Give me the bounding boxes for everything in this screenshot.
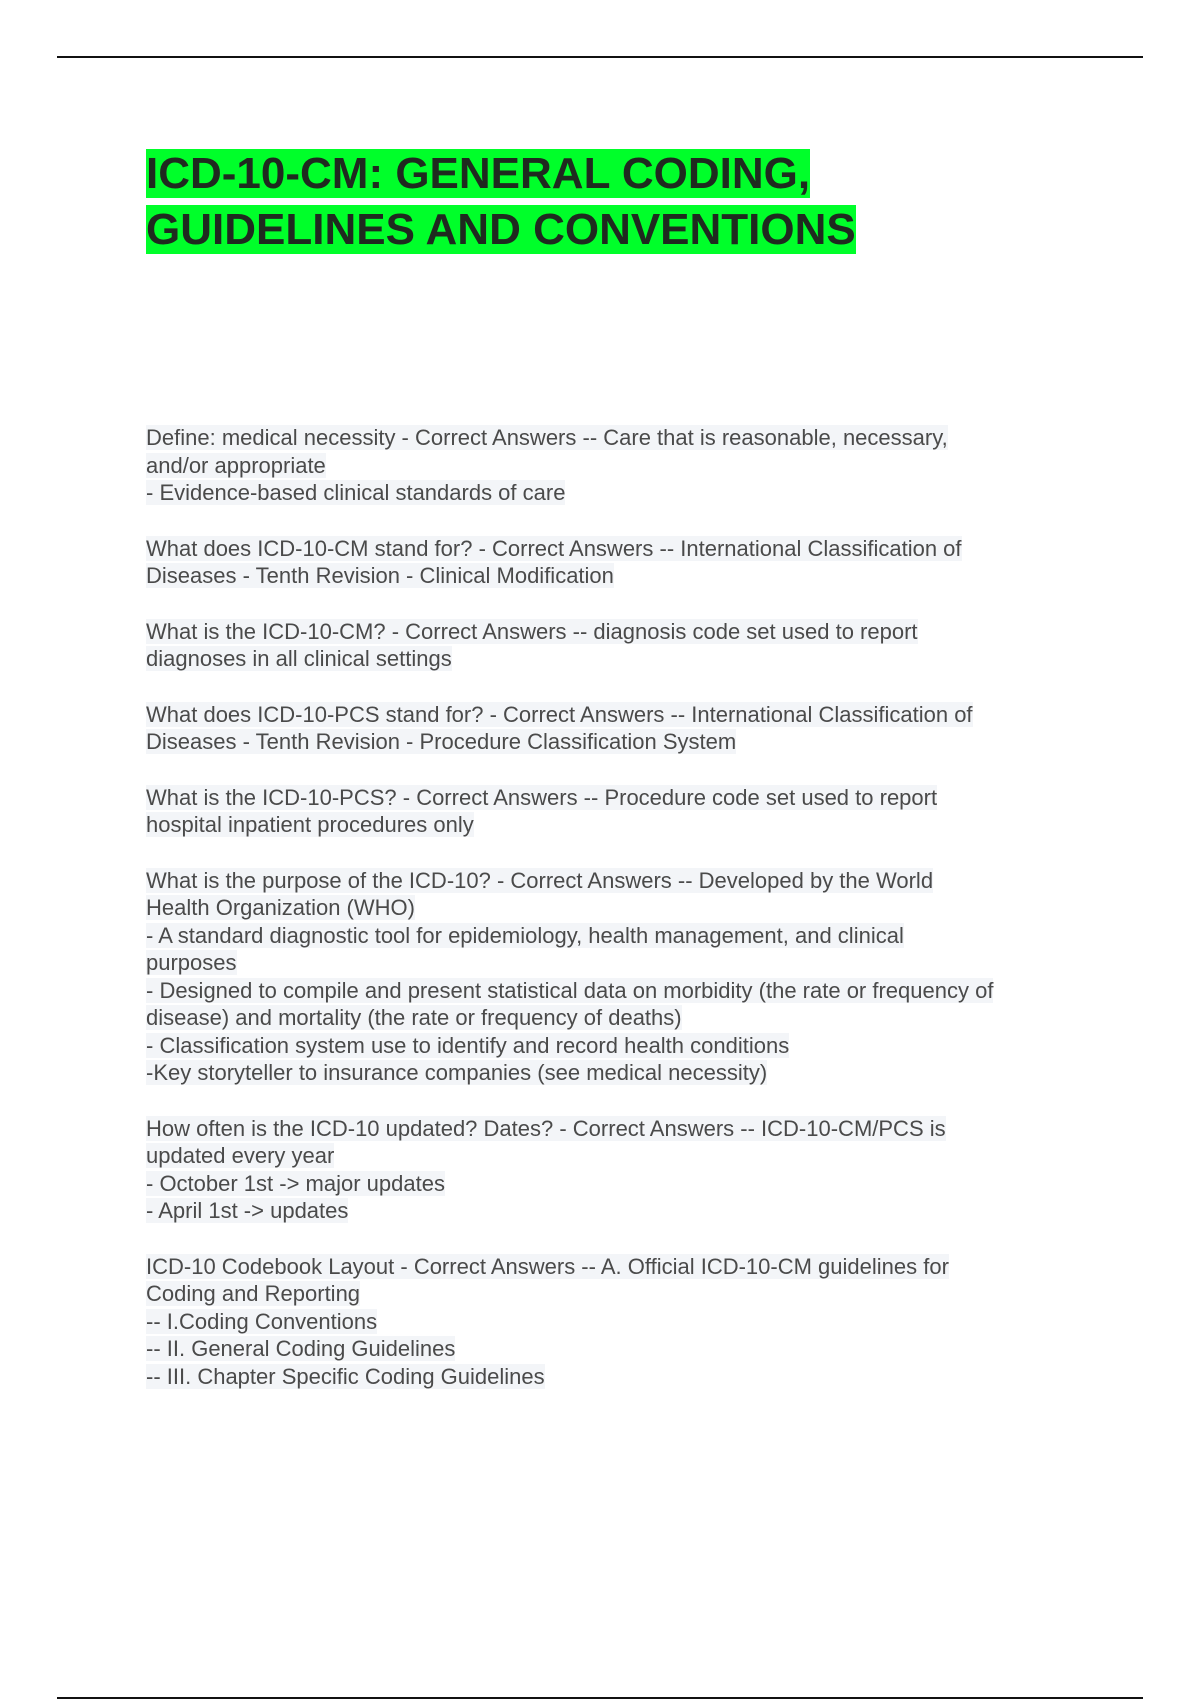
document-title bbox=[146, 146, 1086, 258]
qa-line bbox=[146, 618, 1086, 646]
qa-line bbox=[146, 1059, 1086, 1087]
qa-line bbox=[146, 949, 1086, 977]
qa-line-text: - A standard diagnostic tool for epidemiology, health management, and clinical bbox=[146, 922, 904, 948]
bottom-rule bbox=[57, 1697, 1143, 1699]
qa-line bbox=[146, 479, 1086, 507]
qa-line-text: Health Organization (WHO) bbox=[146, 895, 415, 920]
qa-entry bbox=[146, 424, 1086, 507]
qa-line bbox=[146, 922, 1086, 950]
qa-line-text: updated every year bbox=[146, 1143, 335, 1168]
qa-entry bbox=[146, 1115, 1086, 1225]
qa-line bbox=[146, 1280, 1086, 1308]
qa-line-text: -- I.Coding Conventions bbox=[146, 1308, 378, 1334]
qa-line-text: Diseases - Tenth Revision - Procedure Classification System bbox=[146, 729, 737, 754]
qa-line-text: -Key storyteller to insurance companies (see medical necessity) bbox=[146, 1060, 768, 1085]
qa-line-text: hospital inpatient procedures only bbox=[146, 812, 474, 837]
qa-line bbox=[146, 424, 1086, 452]
qa-line-text: diagnoses in all clinical settings bbox=[146, 646, 452, 671]
qa-line bbox=[146, 1253, 1086, 1281]
qa-line bbox=[146, 784, 1086, 812]
qa-line bbox=[146, 562, 1086, 590]
qa-line bbox=[146, 728, 1086, 756]
qa-line bbox=[146, 701, 1086, 729]
qa-line-text: How often is the ICD-10 updated? Dates? - Correct Answers -- ICD-10-CM/PCS is bbox=[146, 1115, 946, 1141]
qa-line bbox=[146, 811, 1086, 839]
qa-line bbox=[146, 1335, 1086, 1363]
qa-line bbox=[146, 894, 1086, 922]
qa-line-text: What is the purpose of the ICD-10? - Correct Answers -- Developed by the World bbox=[146, 867, 934, 893]
qa-entry bbox=[146, 784, 1086, 839]
qa-line bbox=[146, 1197, 1086, 1225]
qa-line-text: What does ICD-10-CM stand for? - Correct Answers -- International Classification of bbox=[146, 535, 962, 561]
qa-line bbox=[146, 1170, 1086, 1198]
qa-line-text: What does ICD-10-PCS stand for? - Correct Answers -- International Classification of bbox=[146, 701, 973, 727]
qa-entry bbox=[146, 535, 1086, 590]
qa-entry bbox=[146, 1253, 1086, 1391]
qa-line bbox=[146, 1363, 1086, 1391]
qa-line-text: - October 1st -> major updates bbox=[146, 1170, 445, 1196]
qa-line-text: disease) and mortality (the rate or frequency of deaths) bbox=[146, 1005, 682, 1030]
title-line-2: GUIDELINES AND CONVENTIONS bbox=[146, 205, 856, 254]
qa-line bbox=[146, 1115, 1086, 1143]
qa-line-text: - Classification system use to identify and record health conditions bbox=[146, 1032, 790, 1058]
qa-entry bbox=[146, 701, 1086, 756]
qa-line-text: -- II. General Coding Guidelines bbox=[146, 1336, 456, 1361]
qa-line bbox=[146, 645, 1086, 673]
qa-line bbox=[146, 867, 1086, 895]
qa-line-text: Coding and Reporting bbox=[146, 1281, 361, 1306]
qa-line bbox=[146, 452, 1086, 480]
qa-line-text: - April 1st -> updates bbox=[146, 1198, 349, 1223]
qa-line bbox=[146, 1308, 1086, 1336]
title-line-1: ICD-10-CM: GENERAL CODING, bbox=[146, 149, 811, 198]
qa-line bbox=[146, 1142, 1086, 1170]
qa-line-text: Define: medical necessity - Correct Answers -- Care that is reasonable, necessary, bbox=[146, 425, 948, 450]
qa-line-text: purposes bbox=[146, 950, 237, 975]
qa-line-text: -- III. Chapter Specific Coding Guidelines bbox=[146, 1363, 545, 1389]
qa-line bbox=[146, 977, 1086, 1005]
qa-entry bbox=[146, 618, 1086, 673]
qa-line bbox=[146, 535, 1086, 563]
qa-line-text: - Evidence-based clinical standards of care bbox=[146, 480, 566, 505]
qa-line-text: Diseases - Tenth Revision - Clinical Modification bbox=[146, 563, 614, 588]
qa-line-text: - Designed to compile and present statistical data on morbidity (the rate or frequency of bbox=[146, 977, 994, 1003]
qa-line-text: What is the ICD-10-PCS? - Correct Answers -- Procedure code set used to report bbox=[146, 784, 938, 810]
qa-line-text: What is the ICD-10-CM? - Correct Answers -- diagnosis code set used to report bbox=[146, 618, 918, 644]
qa-line-text: ICD-10 Codebook Layout - Correct Answers -- A. Official ICD-10-CM guidelines for bbox=[146, 1253, 949, 1279]
qa-line bbox=[146, 1004, 1086, 1032]
qa-line bbox=[146, 1032, 1086, 1060]
qa-list bbox=[146, 424, 1086, 1418]
qa-entry bbox=[146, 867, 1086, 1087]
top-rule bbox=[57, 56, 1143, 58]
qa-line-text: and/or appropriate bbox=[146, 452, 326, 478]
